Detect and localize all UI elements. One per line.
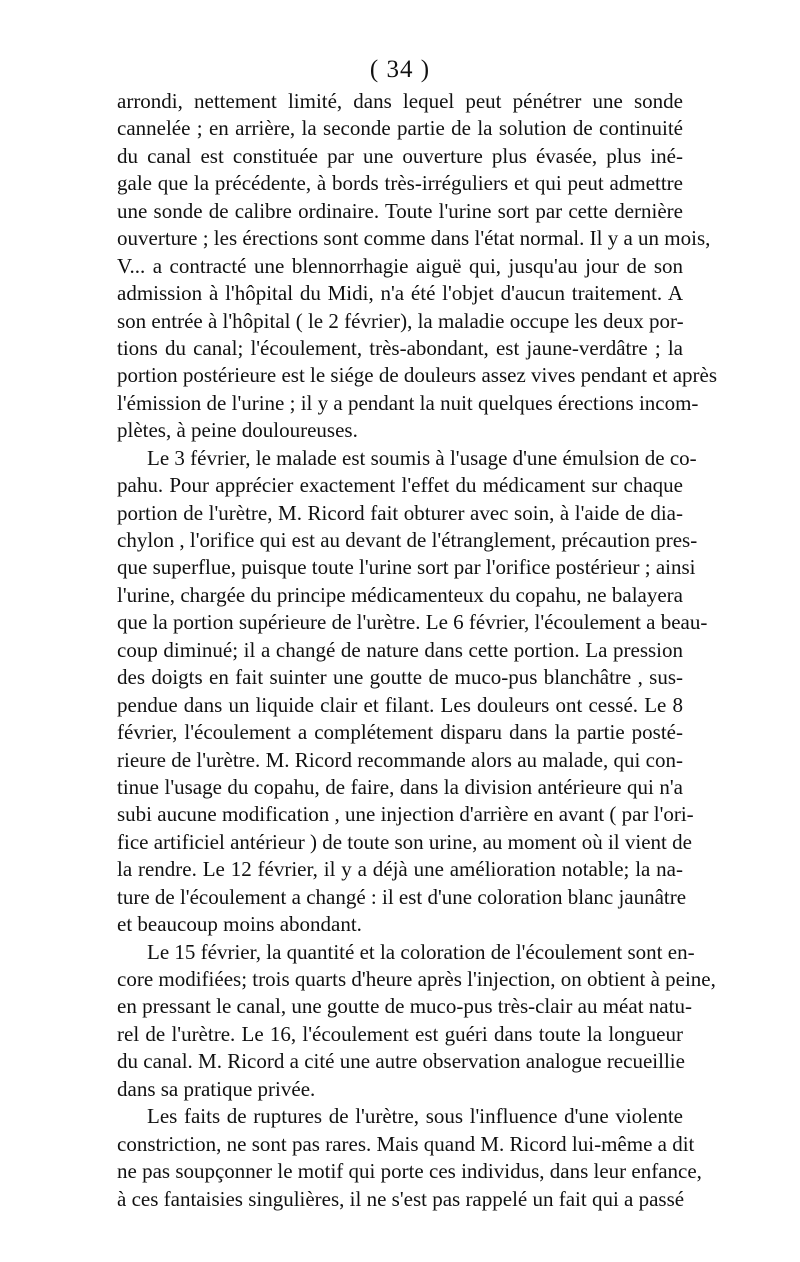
text-line: Le 15 février, la quantité et la coloration de l'écoulement sont en- [147, 939, 695, 964]
body-text [117, 88, 718, 1213]
text-line: que superflue, puisque toute l'urine sort par l'orifice postérieur ; ainsi [117, 555, 696, 580]
text-line: pendue dans un liquide clair et filant. Les douleurs ont cessé. Le 8 [117, 692, 683, 717]
text-line: V... a contracté une blennorrhagie aiguë qui, jusqu'au jour de son [117, 253, 683, 278]
text-line: dans sa pratique privée. [117, 1076, 316, 1101]
text-line: subi aucune modification , une injection d'arrière en avant ( par l'ori- [117, 802, 694, 827]
paragraph [117, 88, 718, 445]
text-line: Les faits de ruptures de l'urètre, sous l'influence d'une violente [147, 1104, 683, 1129]
text-line: du canal est constituée par une ouverture plus évasée, plus iné- [117, 143, 683, 168]
text-line: que la portion supérieure de l'urètre. Le 6 février, l'écoulement a beau- [117, 610, 708, 635]
text-line: gale que la précédente, à bords très-irréguliers et qui peut admettre [117, 171, 683, 196]
text-line: portion de l'urètre, M. Ricord fait obturer avec soin, à l'aide de dia- [117, 500, 683, 525]
paragraph [117, 939, 716, 1104]
text-line: constriction, ne sont pas rares. Mais quand M. Ricord lui-même a dit [117, 1131, 695, 1156]
text-line: coup diminué; il a changé de nature dans cette portion. La pression [117, 637, 683, 662]
text-line: du canal. M. Ricord a cité une autre observation analogue recueillie [117, 1049, 685, 1074]
text-line: ne pas soupçonner le motif qui porte ces individus, dans leur enfance, [117, 1159, 702, 1184]
text-line: chylon , l'orifice qui est au devant de l'étranglement, précaution pres- [117, 528, 698, 552]
text-line: l'émission de l'urine ; il y a pendant la nuit quelques érections incom- [117, 390, 699, 415]
text-line: rieure de l'urètre. M. Ricord recommande alors au malade, qui con- [117, 747, 683, 772]
text-line: admission à l'hôpital du Midi, n'a été l'objet d'aucun traitement. A [117, 281, 683, 306]
text-line: arrondi, nettement limité, dans lequel peut pénétrer une sonde [117, 89, 683, 113]
text-line: des doigts en fait suinter une goutte de muco-pus blanchâtre , sus- [117, 665, 683, 690]
text-line: ture de l'écoulement a changé : il est d'une coloration blanc jaunâtre [117, 884, 687, 909]
text-line: fice artificiel antérieur ) de toute son urine, au moment où il vient de [117, 829, 692, 854]
paragraph [117, 1103, 702, 1213]
text-line: tions du canal; l'écoulement, très-abondant, est jaune-verdâtre ; la [117, 335, 683, 360]
text-line: ouverture ; les érections sont comme dans l'état normal. Il y a un mois, [117, 226, 711, 251]
text-line: en pressant le canal, une goutte de muco-pus très-clair au méat natu- [117, 994, 692, 1019]
text-line: core modifiées; trois quarts d'heure après l'injection, on obtient à peine, [117, 967, 716, 991]
text-line: la rendre. Le 12 février, il y a déjà une amélioration notable; la na- [117, 857, 683, 882]
text-line: et beaucoup moins abondant. [117, 912, 362, 937]
text-line: tinue l'usage du copahu, de faire, dans la division antérieure qui n'a [117, 774, 683, 799]
text-line: l'urine, chargée du principe médicamenteux du copahu, ne balayera [117, 582, 683, 607]
text-line: cannelée ; en arrière, la seconde partie de la solution de continuité [117, 116, 683, 141]
text-line: à ces fantaisies singulières, il ne s'est pas rappelé un fait qui a passé [117, 1186, 685, 1211]
text-line: son entrée à l'hôpital ( le 2 février), la maladie occupe les deux por- [117, 308, 684, 333]
page-number: ( 34 ) [369, 56, 431, 83]
paragraph [117, 445, 708, 939]
text-line: une sonde de calibre ordinaire. Toute l'urine sort par cette dernière [117, 198, 683, 223]
text-line: Le 3 février, le malade est soumis à l'usage d'une émulsion de co- [147, 445, 697, 470]
text-line: plètes, à peine douloureuses. [117, 418, 358, 443]
text-line: portion postérieure est le siége de douleurs assez vives pendant et après [117, 363, 718, 388]
text-line: pahu. Pour apprécier exactement l'effet du médicament sur chaque [117, 473, 683, 498]
text-line: février, l'écoulement a complétement disparu dans la partie posté- [117, 720, 683, 745]
text-line: rel de l'urètre. Le 16, l'écoulement est guéri dans toute la longueur [117, 1021, 683, 1046]
